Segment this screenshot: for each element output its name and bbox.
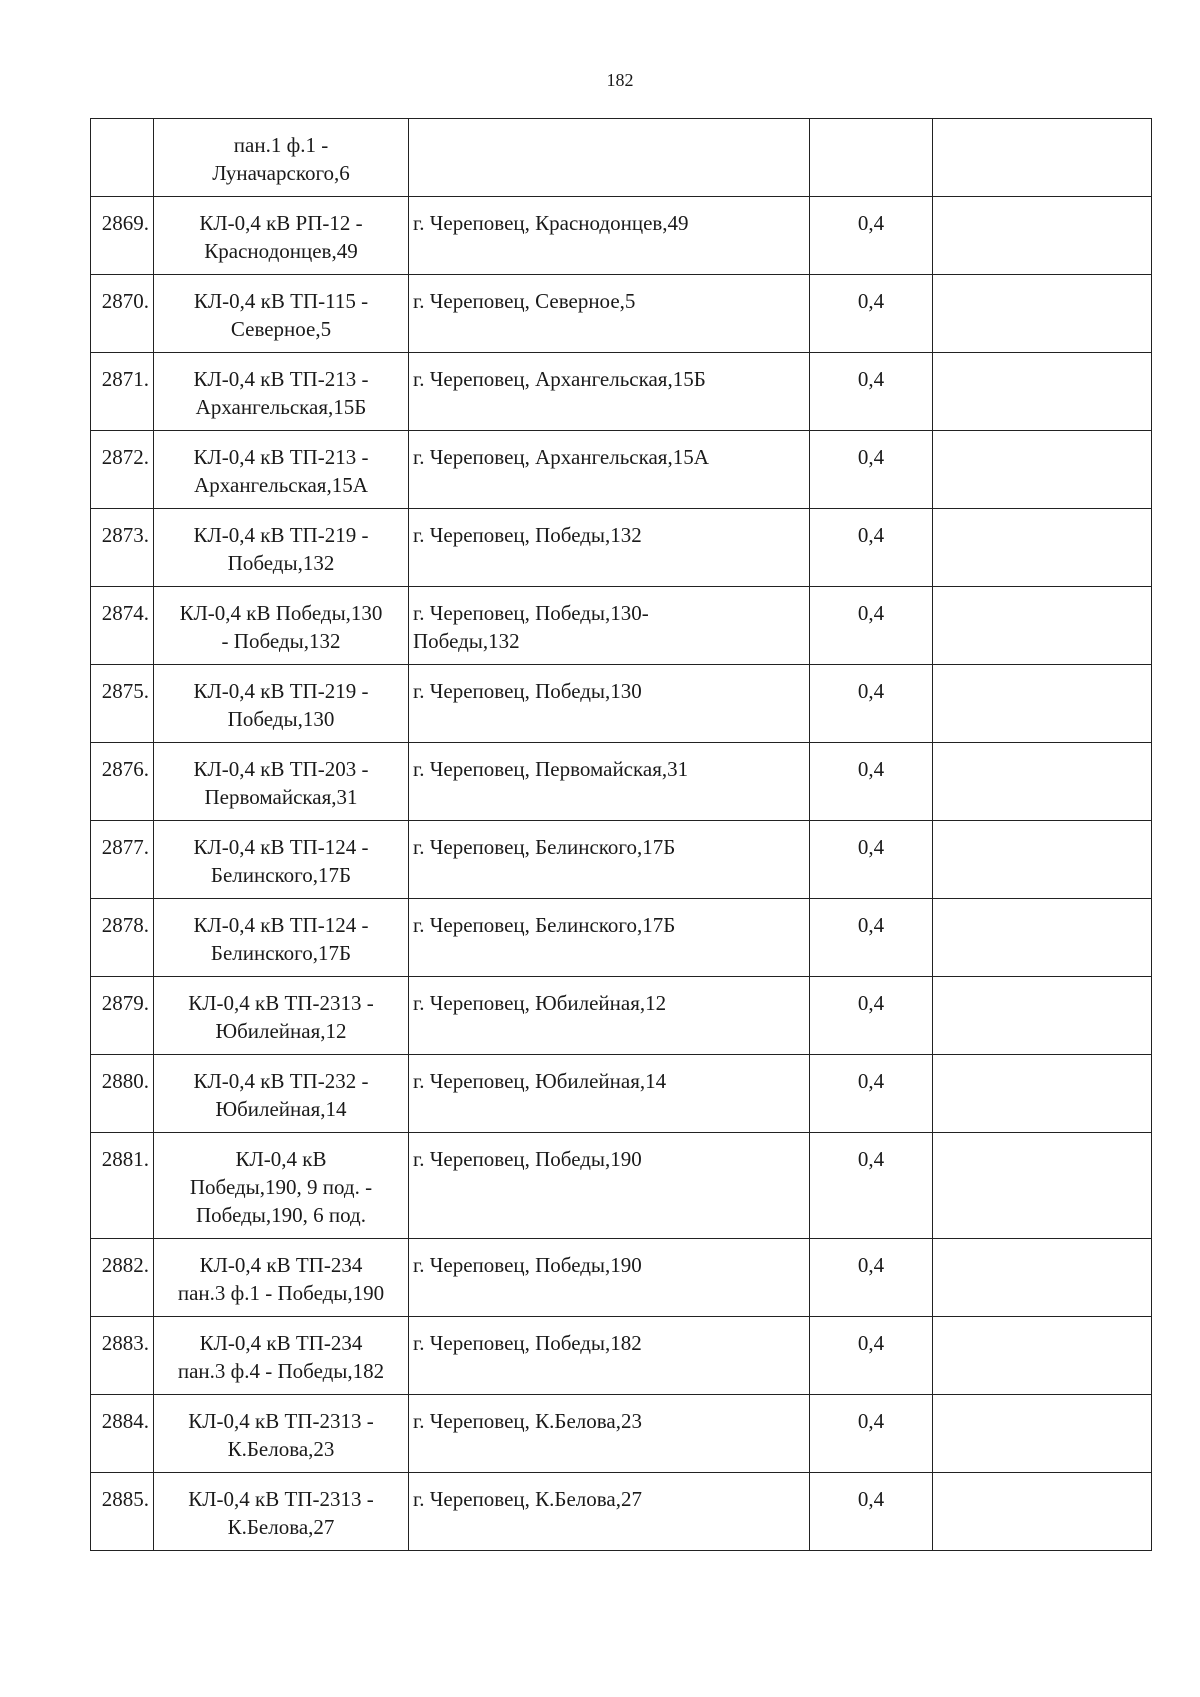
voltage (810, 119, 933, 197)
voltage: 0,4 (810, 899, 933, 977)
empty-cell (933, 1317, 1152, 1395)
voltage: 0,4 (810, 1473, 933, 1551)
line-name (154, 821, 409, 899)
address-text: г. Череповец, Победы,190 (413, 1147, 642, 1171)
line-name-text: Победы,130 (227, 707, 335, 731)
voltage: 0,4 (810, 743, 933, 821)
table-row (91, 899, 1152, 977)
table-row (91, 1133, 1152, 1239)
line-name (154, 1133, 409, 1239)
address (409, 1317, 810, 1395)
address-text: Победы,132 (413, 629, 520, 653)
line-name-text: Архангельская,15А (194, 473, 368, 497)
line-name-text: Белинского,17Б (210, 941, 352, 965)
empty-cell (933, 665, 1152, 743)
row-number: 2871. (91, 353, 154, 431)
row-number: 2880. (91, 1055, 154, 1133)
empty-cell (933, 197, 1152, 275)
address (409, 431, 810, 509)
address-text: г. Череповец, Победы,130 (413, 679, 642, 703)
empty-cell (933, 275, 1152, 353)
table-row (91, 977, 1152, 1055)
line-name-text: Луначарского,6 (212, 161, 350, 185)
line-name-text: пан.1 ф.1 - (233, 133, 329, 157)
voltage: 0,4 (810, 431, 933, 509)
line-name-text: КЛ-0,4 кВ ТП-2313 - (188, 991, 374, 1015)
line-name (154, 1055, 409, 1133)
address-text: г. Череповец, К.Белова,23 (413, 1409, 642, 1433)
line-name (154, 587, 409, 665)
row-number: 2873. (91, 509, 154, 587)
table-row (91, 119, 1152, 197)
row-number: 2870. (91, 275, 154, 353)
table-row (91, 197, 1152, 275)
line-name-text: КЛ-0,4 кВ ТП-115 - (193, 289, 369, 313)
row-number: 2875. (91, 665, 154, 743)
table-row (91, 353, 1152, 431)
row-number: 2885. (91, 1473, 154, 1551)
voltage: 0,4 (810, 275, 933, 353)
address-text: г. Череповец, Архангельская,15Б (413, 367, 706, 391)
address-text: г. Череповец, К.Белова,27 (413, 1487, 642, 1511)
empty-cell (933, 587, 1152, 665)
line-name (154, 119, 409, 197)
line-name-text: Первомайская,31 (204, 785, 358, 809)
voltage: 0,4 (810, 587, 933, 665)
table-row (91, 587, 1152, 665)
table-row (91, 431, 1152, 509)
line-name (154, 1395, 409, 1473)
line-name (154, 197, 409, 275)
empty-cell (933, 899, 1152, 977)
line-name-text: Победы,190, 6 под. (196, 1203, 366, 1227)
line-name-text: Юбилейная,14 (215, 1097, 347, 1121)
line-name-text: КЛ-0,4 кВ ТП-234 (199, 1253, 363, 1277)
voltage: 0,4 (810, 665, 933, 743)
line-name-text: Победы,132 (227, 551, 335, 575)
voltage: 0,4 (810, 1055, 933, 1133)
table-row (91, 821, 1152, 899)
voltage: 0,4 (810, 821, 933, 899)
voltage: 0,4 (810, 1239, 933, 1317)
address (409, 1473, 810, 1551)
voltage: 0,4 (810, 1317, 933, 1395)
line-name (154, 977, 409, 1055)
line-name-text: КЛ-0,4 кВ Победы,130 (179, 601, 383, 625)
address (409, 197, 810, 275)
line-name-text: КЛ-0,4 кВ ТП-219 - (193, 679, 369, 703)
line-name (154, 275, 409, 353)
voltage: 0,4 (810, 353, 933, 431)
address (409, 353, 810, 431)
address-text: г. Череповец, Белинского,17Б (413, 913, 676, 937)
voltage: 0,4 (810, 1395, 933, 1473)
empty-cell (933, 821, 1152, 899)
line-name-text: КЛ-0,4 кВ ТП-124 - (193, 835, 369, 859)
page-number: 182 (606, 70, 634, 90)
table-row (91, 1395, 1152, 1473)
registry-table-body (91, 119, 1152, 1551)
address (409, 119, 810, 197)
address (409, 743, 810, 821)
line-name (154, 1317, 409, 1395)
row-number: 2878. (91, 899, 154, 977)
table-row (91, 1473, 1152, 1551)
address-text: г. Череповец, Краснодонцев,49 (413, 211, 689, 235)
line-name (154, 1239, 409, 1317)
line-name-text: КЛ-0,4 кВ ТП-234 (199, 1331, 363, 1355)
voltage: 0,4 (810, 197, 933, 275)
line-name-text: Краснодонцев,49 (204, 239, 358, 263)
address (409, 665, 810, 743)
line-name (154, 899, 409, 977)
line-name (154, 431, 409, 509)
row-number: 2881. (91, 1133, 154, 1239)
row-number: 2882. (91, 1239, 154, 1317)
line-name (154, 743, 409, 821)
line-name-text: КЛ-0,4 кВ ТП-219 - (193, 523, 369, 547)
table-row (91, 509, 1152, 587)
table-row (91, 1239, 1152, 1317)
row-number: 2877. (91, 821, 154, 899)
row-number: 2876. (91, 743, 154, 821)
address (409, 899, 810, 977)
address (409, 587, 810, 665)
address-text: г. Череповец, Юбилейная,12 (413, 991, 667, 1015)
line-name-text: КЛ-0,4 кВ (235, 1147, 327, 1171)
registry-table (90, 118, 1152, 1551)
row-number (91, 119, 154, 197)
line-name (154, 509, 409, 587)
row-number: 2869. (91, 197, 154, 275)
empty-cell (933, 353, 1152, 431)
address-text: г. Череповец, Северное,5 (413, 289, 636, 313)
voltage: 0,4 (810, 977, 933, 1055)
line-name-text: К.Белова,27 (227, 1515, 335, 1539)
address-text: г. Череповец, Победы,182 (413, 1331, 642, 1355)
empty-cell (933, 119, 1152, 197)
voltage: 0,4 (810, 509, 933, 587)
address (409, 977, 810, 1055)
line-name-text: КЛ-0,4 кВ ТП-203 - (193, 757, 369, 781)
empty-cell (933, 1055, 1152, 1133)
line-name-text: КЛ-0,4 кВ РП-12 - (199, 211, 363, 235)
address (409, 275, 810, 353)
address-text: г. Череповец, Победы,130- (413, 601, 649, 625)
address (409, 1395, 810, 1473)
line-name-text: Архангельская,15Б (195, 395, 367, 419)
row-number: 2874. (91, 587, 154, 665)
address (409, 1133, 810, 1239)
address-text: г. Череповец, Победы,132 (413, 523, 642, 547)
line-name-text: - Победы,132 (221, 629, 341, 653)
address (409, 821, 810, 899)
voltage: 0,4 (810, 1133, 933, 1239)
table-row (91, 665, 1152, 743)
empty-cell (933, 431, 1152, 509)
line-name-text: Северное,5 (230, 317, 332, 341)
address-text: г. Череповец, Белинского,17Б (413, 835, 676, 859)
empty-cell (933, 1133, 1152, 1239)
line-name-text: КЛ-0,4 кВ ТП-2313 - (188, 1409, 374, 1433)
table-row (91, 275, 1152, 353)
address-text: г. Череповец, Юбилейная,14 (413, 1069, 667, 1093)
address (409, 1239, 810, 1317)
row-number: 2872. (91, 431, 154, 509)
line-name-text: КЛ-0,4 кВ ТП-213 - (193, 445, 369, 469)
line-name-text: Юбилейная,12 (215, 1019, 347, 1043)
line-name-text: КЛ-0,4 кВ ТП-124 - (193, 913, 369, 937)
line-name-text: пан.3 ф.4 - Победы,182 (177, 1359, 385, 1383)
line-name-text: КЛ-0,4 кВ ТП-2313 - (188, 1487, 374, 1511)
address-text: г. Череповец, Победы,190 (413, 1253, 642, 1277)
line-name (154, 1473, 409, 1551)
empty-cell (933, 977, 1152, 1055)
address (409, 1055, 810, 1133)
line-name-text: Победы,190, 9 под. - (189, 1175, 373, 1199)
empty-cell (933, 1395, 1152, 1473)
line-name-text: Белинского,17Б (210, 863, 352, 887)
line-name-text: КЛ-0,4 кВ ТП-213 - (193, 367, 369, 391)
line-name (154, 665, 409, 743)
table-row (91, 743, 1152, 821)
row-number: 2884. (91, 1395, 154, 1473)
address-text: г. Череповец, Архангельская,15А (413, 445, 709, 469)
line-name-text: КЛ-0,4 кВ ТП-232 - (193, 1069, 369, 1093)
row-number: 2883. (91, 1317, 154, 1395)
line-name-text: К.Белова,23 (227, 1437, 335, 1461)
address (409, 509, 810, 587)
empty-cell (933, 1473, 1152, 1551)
row-number: 2879. (91, 977, 154, 1055)
line-name (154, 353, 409, 431)
empty-cell (933, 1239, 1152, 1317)
table-row (91, 1317, 1152, 1395)
address-text: г. Череповец, Первомайская,31 (413, 757, 689, 781)
empty-cell (933, 509, 1152, 587)
empty-cell (933, 743, 1152, 821)
table-row (91, 1055, 1152, 1133)
line-name-text: пан.3 ф.1 - Победы,190 (177, 1281, 385, 1305)
